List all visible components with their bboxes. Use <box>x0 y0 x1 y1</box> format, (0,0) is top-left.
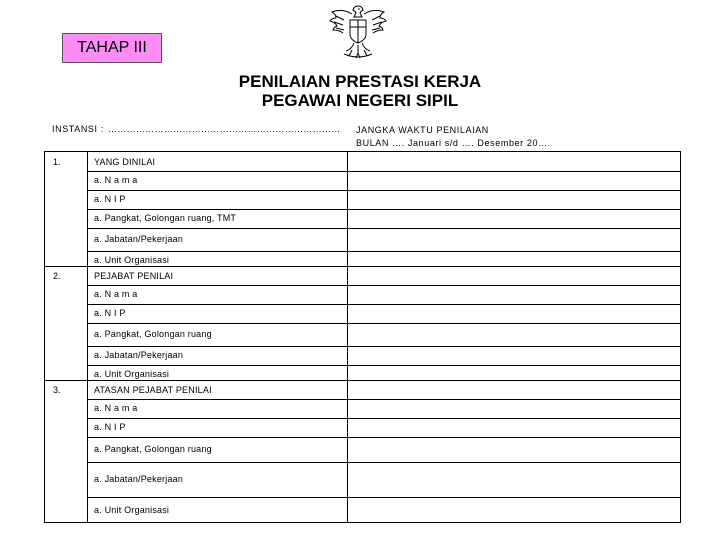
field-value-cell[interactable] <box>348 324 679 345</box>
section-divider <box>45 266 680 267</box>
field-value-cell[interactable] <box>348 347 679 364</box>
field-value-cell[interactable] <box>348 463 679 496</box>
section-number: 2. <box>53 271 61 281</box>
field-label: a. N a m a <box>94 175 138 185</box>
field-value-cell[interactable] <box>348 419 679 436</box>
section-number: 3. <box>53 385 61 395</box>
field-value-cell[interactable] <box>348 191 679 208</box>
section-heading: ATASAN PEJABAT PENILAI <box>94 385 212 395</box>
field-value-cell[interactable] <box>348 498 679 523</box>
field-label: a. Pangkat, Golongan ruang <box>94 443 212 454</box>
field-value-cell[interactable] <box>348 252 679 265</box>
section-number: 1. <box>53 157 61 167</box>
instansi-value: ………………………………………………………………… <box>108 124 341 134</box>
field-label: a. Unit Organisasi <box>94 504 170 515</box>
field-label: a. N a m a <box>94 289 138 299</box>
field-label: a. Unit Organisasi <box>94 255 170 265</box>
instansi-label: INSTANSI : <box>52 124 104 134</box>
period-block <box>356 124 551 150</box>
column-divider-number <box>87 152 88 522</box>
field-label: a. Jabatan/Pekerjaan <box>94 350 184 360</box>
section-heading: YANG DINILAI <box>94 157 156 167</box>
stage-label: TAHAP III <box>62 33 162 63</box>
assessment-form-table <box>44 151 681 523</box>
field-value-cell[interactable] <box>348 210 679 227</box>
field-label: a. N I P <box>94 422 126 432</box>
field-value-cell[interactable] <box>348 172 679 189</box>
field-label: a. Jabatan/Pekerjaan <box>94 233 184 244</box>
period-value: BULAN …. Januari s/d …. Desember 20…. <box>356 138 551 148</box>
field-label: a. Jabatan/Pekerjaan <box>94 473 184 484</box>
field-value-cell[interactable] <box>348 229 679 250</box>
field-label: a. N a m a <box>94 403 138 413</box>
field-label: a. Unit Organisasi <box>94 369 170 379</box>
field-value-cell[interactable] <box>348 400 679 417</box>
field-value-cell[interactable] <box>348 438 679 461</box>
garuda-emblem-icon <box>326 0 390 62</box>
section-heading: PEJABAT PENILAI <box>94 271 174 281</box>
title-line-2: PEGAWAI NEGERI SIPIL <box>261 91 459 110</box>
field-label: a. N I P <box>94 194 126 204</box>
page-title <box>200 72 520 110</box>
section-divider <box>45 380 680 381</box>
title-line-1: PENILAIAN PRESTASI KERJA <box>238 72 482 91</box>
field-value-cell[interactable] <box>348 286 679 303</box>
field-value-cell[interactable] <box>348 305 679 322</box>
field-label: a. Pangkat, Golongan ruang, TMT <box>94 213 237 223</box>
field-label: a. Pangkat, Golongan ruang <box>94 328 212 339</box>
period-label: JANGKA WAKTU PENILAIAN <box>356 125 489 135</box>
field-value-cell[interactable] <box>348 366 679 379</box>
field-label: a. N I P <box>94 308 126 318</box>
